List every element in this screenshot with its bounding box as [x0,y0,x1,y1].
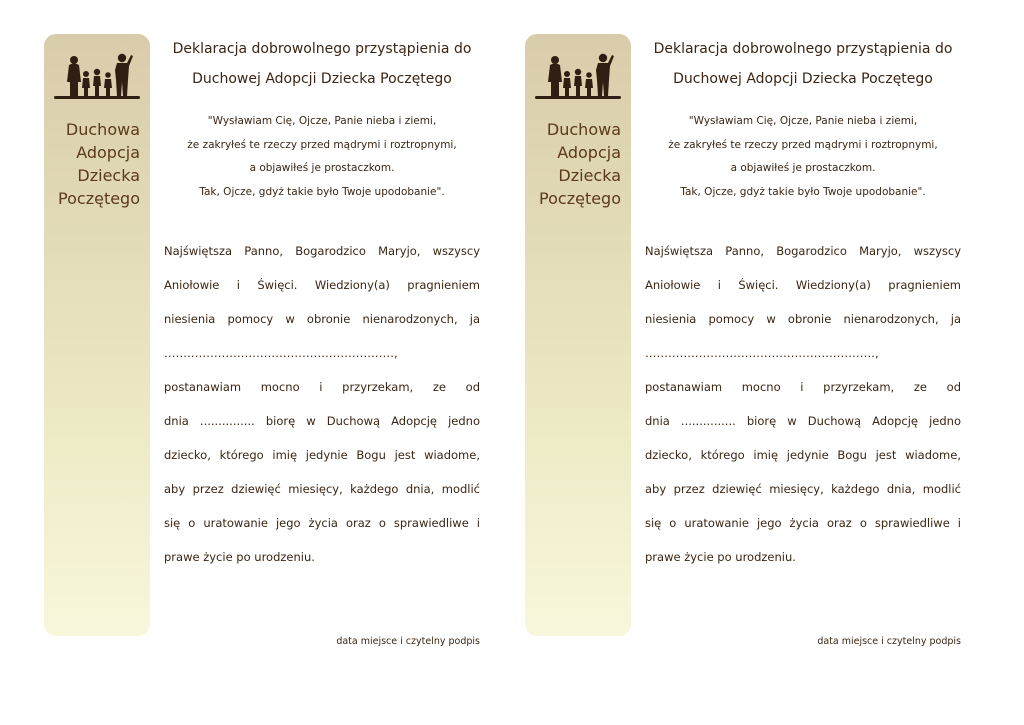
quote-line: Tak, Ojcze, gdyż takie było Twoje upodobanie". [199,185,445,198]
body-line: aby przez dziewięć miesięcy, każdego dnia, modlić [645,482,961,496]
declaration-card-right [525,0,995,725]
declaration-body [645,234,961,574]
body-line: Najświętsza Panno, Bogarodzico Maryjo, wszyscy [645,244,961,258]
heading-line: Deklaracja dobrowolnego przystąpienia do [172,41,472,57]
body-line-blank-date: dnia ............... biorę w Duchową Adopcję jedno [164,414,480,428]
body-line: się o uratowanie jego życia oraz o sprawiedliwe i [164,516,480,530]
sidebar-title-line: Adopcja [557,143,621,162]
sidebar-banner [525,34,631,636]
body-line: postanawiam mocno i przyrzekam, ze od [164,380,480,394]
sidebar-title-line: Dziecka [77,166,140,185]
body-line: prawe życie po urodzeniu. [164,550,315,564]
quote-line: Tak, Ojcze, gdyż takie było Twoje upodobanie". [680,185,926,198]
declaration-heading [164,34,480,94]
sidebar-title-line: Duchowa [546,120,621,139]
scripture-quote [164,110,480,204]
sidebar-title-line: Poczętego [58,189,140,208]
body-line: Aniołowie i Święci. Wiedziony(a) pragnieniem [645,278,961,292]
body-line: Najświętsza Panno, Bogarodzico Maryjo, wszyscy [164,244,480,258]
sidebar-title-line: Duchowa [65,120,140,139]
quote-line: "Wysławiam Cię, Ojcze, Panie nieba i ziemi, [207,115,437,127]
heading-line: Deklaracja dobrowolnego przystąpienia do [653,41,953,57]
declaration-card-left [44,0,514,725]
scripture-quote [645,110,961,204]
quote-line: że zakryłeś te rzeczy przed mądrymi i roztropnymi, [187,138,457,151]
body-line-blank-date: dnia ............... biorę w Duchową Adopcję jedno [645,414,961,428]
body-line: prawe życie po urodzeniu. [645,550,796,564]
sidebar-title-line: Poczętego [539,189,621,208]
body-line: dziecko, którego imię jedynie Bogu jest wiadome, [645,448,961,462]
declaration-heading [645,34,961,94]
body-line: się o uratowanie jego życia oraz o sprawiedliwe i [645,516,961,530]
body-line: niesienia pomocy w obronie nienarodzonych, ja [164,312,480,326]
quote-line: a objawiłeś je prostaczkom. [249,162,395,174]
heading-line: Duchowej Adopcji Dziecka Poczętego [192,71,452,87]
sidebar-title [44,118,150,210]
body-line: niesienia pomocy w obronie nienarodzonych, ja [645,312,961,326]
signature-label: data miejsce i czytelny podpis [817,636,961,647]
quote-line: a objawiłeś je prostaczkom. [730,162,876,174]
body-line: postanawiam mocno i przyrzekam, ze od [645,380,961,394]
sidebar-title-line: Dziecka [558,166,621,185]
signature-label: data miejsce i czytelny podpis [336,636,480,647]
declaration-body [164,234,480,574]
sidebar-title-line: Adopcja [76,143,140,162]
body-line: Aniołowie i Święci. Wiedziony(a) pragnieniem [164,278,480,292]
sidebar-title [525,118,631,210]
body-line-blank-name: ……………………………………………………, [164,346,398,360]
family-silhouette-icon [52,52,142,102]
body-line: dziecko, którego imię jedynie Bogu jest wiadome, [164,448,480,462]
body-line: aby przez dziewięć miesięcy, każdego dnia, modlić [164,482,480,496]
quote-line: że zakryłeś te rzeczy przed mądrymi i roztropnymi, [668,138,938,151]
body-line-blank-name: ……………………………………………………, [645,346,879,360]
heading-line: Duchowej Adopcji Dziecka Poczętego [673,71,933,87]
family-silhouette-icon [533,52,623,102]
sidebar-banner [44,34,150,636]
quote-line: "Wysławiam Cię, Ojcze, Panie nieba i ziemi, [688,115,918,127]
